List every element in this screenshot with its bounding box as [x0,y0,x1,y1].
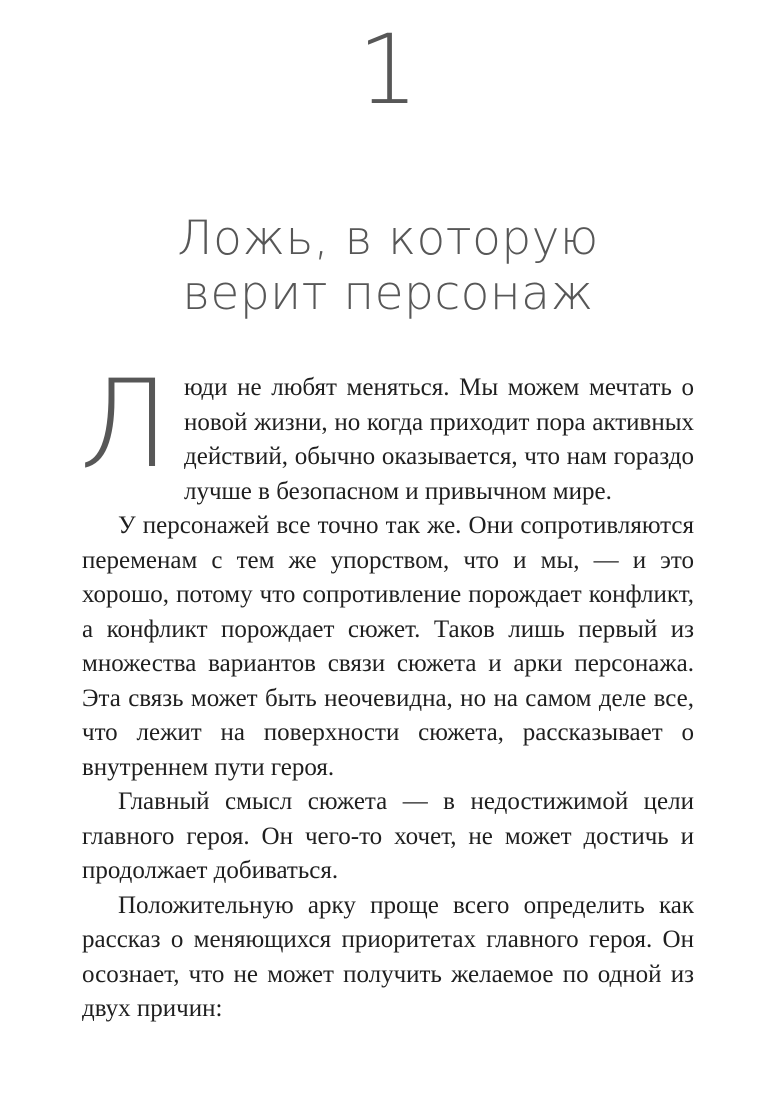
chapter-number: 1 [357,14,419,126]
body-text [79,354,694,1027]
paragraph-1-text: юди не любят меняться. Мы можем мечтать о новой жизни, но когда приходит пора активных действий, обычно оказывается, что нам гораздо лучше в безопасном и привычном мире. [184,374,694,505]
paragraph-3: Главный смысл сюжета — в недостижимой цели главного героя. Он чего-то хочет, не может достичь и продолжает добиваться. [82,788,694,884]
paragraph-4: Положительную арку проще всего определить как рассказ о меняющихся приоритетах главного героя. Он осознает, что не может получить желаемое по одной из двух причин: [82,891,694,1022]
drop-cap: Л [79,354,170,495]
paragraph-1 [79,354,694,509]
chapter-title [0,211,776,321]
chapter-title-line-2: верит персонаж [182,266,594,322]
chapter-title-line-1: Ложь, в которую [177,211,599,267]
paragraph-2: У персонажей все точно так же. Они сопротивляются переменам с тем же упорством, что и мы, — и это хорошо, потому что сопротивление порождает конфликт, а конфликт порождает сюжет. Таков лишь первый из множества вариантов связи сюжета и арки персонажа. Эта связь может быть неочевидна, но на самом деле все, что лежит на поверхности сюжета, рассказывает о внутреннем пути героя. [82,512,694,781]
